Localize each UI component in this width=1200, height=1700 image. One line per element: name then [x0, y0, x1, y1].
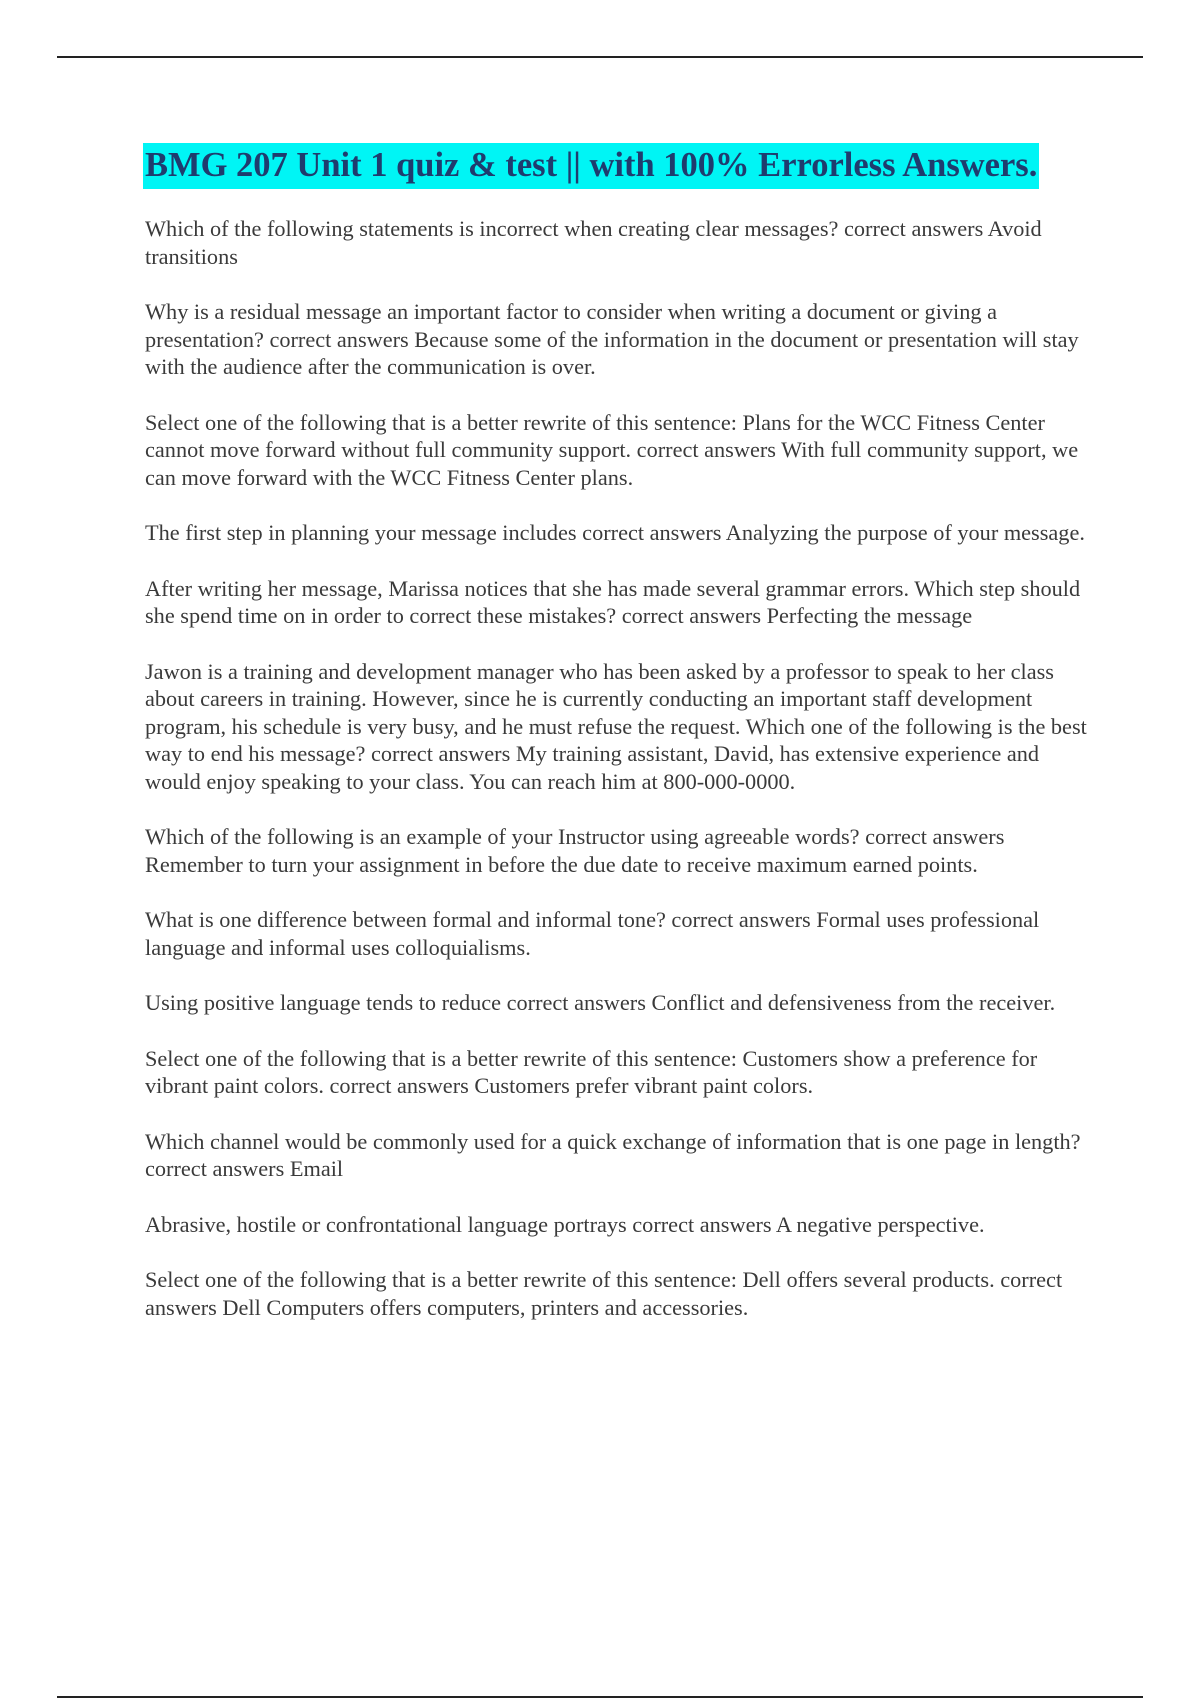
qa-list	[145, 215, 1090, 1321]
qa-item-9: Using positive language tends to reduce correct answers Conflict and defensiveness from the receiver.	[145, 990, 1056, 1015]
qa-item-7: Which of the following is an example of your Instructor using agreeable words? correct answers Remember to turn your assignment in before the due date to receive maximum earned points.	[145, 824, 1005, 877]
qa-item-6: Jawon is a training and development manager who has been asked by a professor to speak to her class about careers in training. However, since he is currently conducting an important staff development program, his schedule is very busy, and he must refuse the request. Which one of the following is the best way to end his message? correct answers My training assistant, David, has extensive experience and would enjoy speaking to your class. You can reach him at 800-000-0000.	[145, 658, 1087, 794]
qa-item-10: Select one of the following that is a better rewrite of this sentence: Customers show a preference for vibrant paint colors. correct answers Customers prefer vibrant paint colors.	[145, 1045, 1038, 1098]
document-title: BMG 207 Unit 1 quiz & test || with 100% Errorless Answers.	[143, 143, 1039, 189]
qa-item-12: Abrasive, hostile or confrontational language portrays correct answers A negative perspective.	[145, 1211, 985, 1237]
qa-item-3: Select one of the following that is a better rewrite of this sentence: Plans for the WCC Fitness Center cannot move forward without full community support. correct answers With full community support, we can move forward with the WCC Fitness Center plans.	[145, 409, 1079, 490]
qa-item-13: Select one of the following that is a better rewrite of this sentence: Dell offers several products. correct answers Dell Computers offers computers, printers and accessories.	[145, 1267, 1063, 1320]
footer-rule	[57, 1696, 1143, 1698]
qa-item-1: Which of the following statements is incorrect when creating clear messages? correct answers Avoid transitions	[145, 216, 1042, 269]
qa-item-11: Which channel would be commonly used for a quick exchange of information that is one page in length? correct answers Email	[145, 1128, 1081, 1181]
qa-item-5: After writing her message, Marissa notices that she has made several grammar errors. Which step should she spend time on in order to correct these mistakes? correct answers Perfecting the message	[145, 575, 1081, 628]
header-rule	[57, 56, 1143, 58]
qa-item-2: Why is a residual message an important factor to consider when writing a document or giving a presentation? correct answers Because some of the information in the document or presentation will stay with the audience after the communication is over.	[145, 299, 1079, 379]
qa-item-4: The first step in planning your message includes correct answers Analyzing the purpose of your message.	[145, 520, 1085, 545]
qa-item-8: What is one difference between formal and informal tone? correct answers Formal uses professional language and informal uses colloquialisms.	[145, 907, 1040, 960]
document-body	[145, 143, 1090, 1349]
